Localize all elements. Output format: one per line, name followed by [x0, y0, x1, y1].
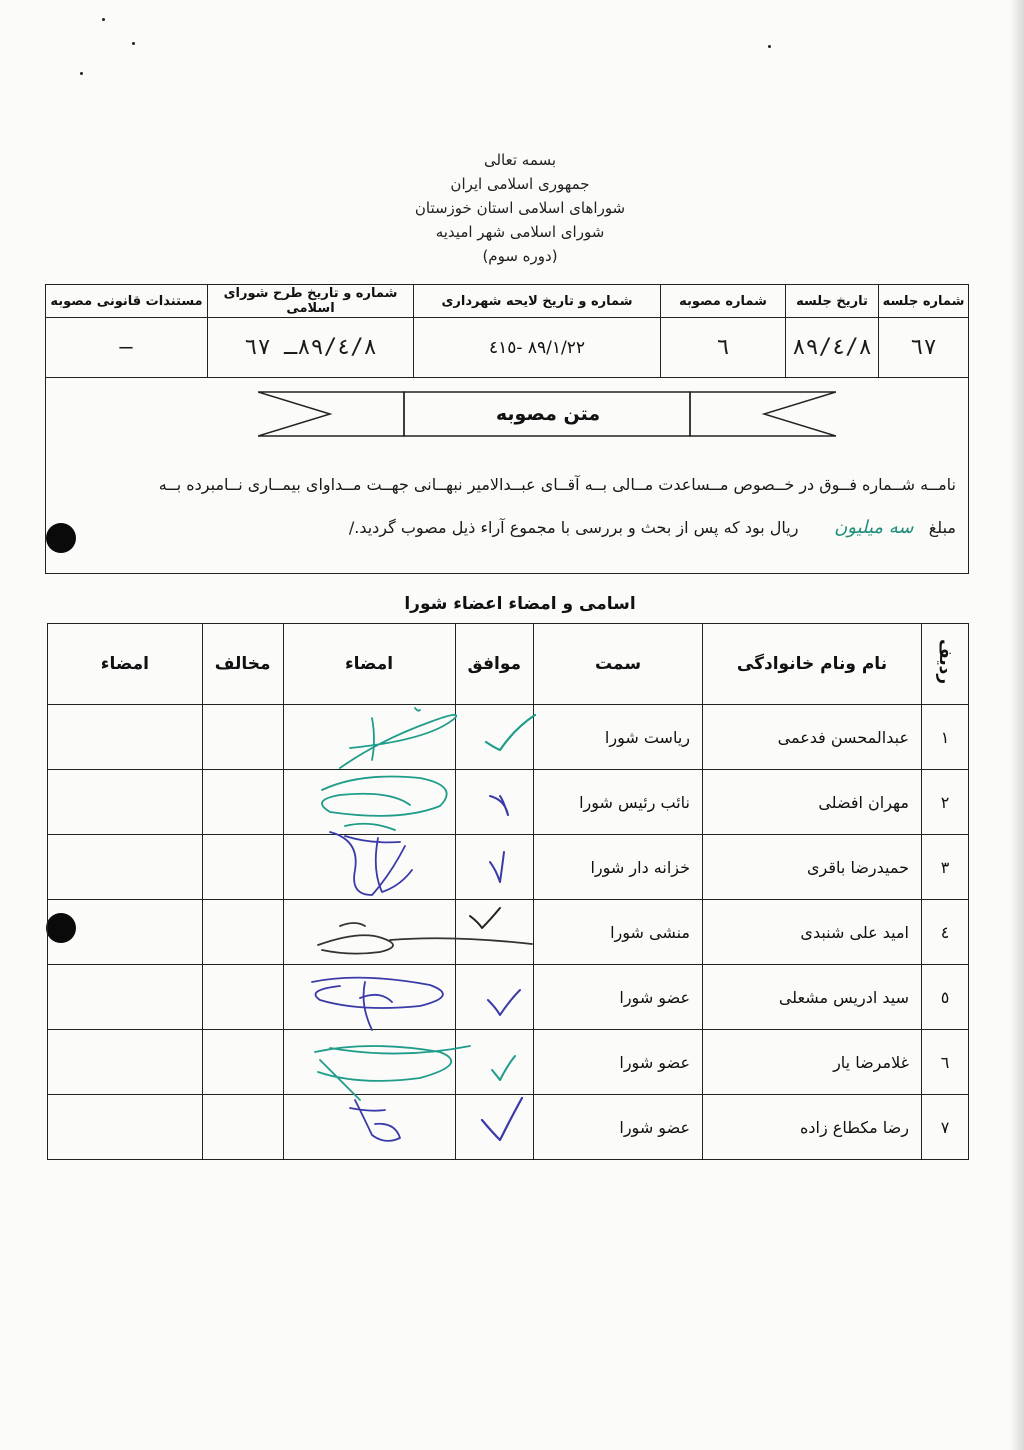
resolution-title: متن مصوبه: [495, 403, 601, 425]
agree-cell: [455, 900, 533, 965]
header-oppose: مخالف: [202, 624, 283, 705]
header-council-plan: شماره و تاریخ طرح شورای اسلامی: [208, 285, 414, 318]
oppose-cell: [202, 1030, 283, 1095]
table-row: [48, 900, 969, 965]
signature-cell: [283, 705, 455, 770]
resolution-title-banner: [258, 390, 836, 438]
table-row: [48, 705, 969, 770]
row-index: ٧: [922, 1095, 969, 1160]
oppose-cell: [202, 770, 283, 835]
member-name: غلامرضا یار: [703, 1030, 922, 1095]
member-name: امید علی شنبدی: [703, 900, 922, 965]
member-role: عضو شورا: [534, 1095, 703, 1160]
member-name: سید ادریس مشعلی: [703, 965, 922, 1030]
header-signature: امضاء: [283, 624, 455, 705]
member-name: حمیدرضا باقری: [703, 835, 922, 900]
member-role: ریاست شورا: [534, 705, 703, 770]
row-index: ١: [922, 705, 969, 770]
signature-cell-2: [48, 770, 203, 835]
header-agree: موافق: [455, 624, 533, 705]
agree-cell: [455, 1030, 533, 1095]
signature-cell: [283, 770, 455, 835]
value-session-no: ٦٧: [879, 318, 969, 378]
agree-cell: [455, 1095, 533, 1160]
header-line: (دوره سوم): [482, 247, 558, 265]
row-index: ٦: [922, 1030, 969, 1095]
header-signature-2: امضاء: [48, 624, 203, 705]
member-role: خزانه دار شورا: [534, 835, 703, 900]
row-index: ٥: [922, 965, 969, 1030]
header-line: شورای اسلامی شهر امیدیه: [435, 223, 605, 241]
agree-cell: [455, 770, 533, 835]
value-session-date: ٨٩/٤/٨: [786, 318, 879, 378]
signature-cell: [283, 1095, 455, 1160]
resolution-line-2: [349, 517, 956, 538]
agree-cell: [455, 705, 533, 770]
header-role: سمت: [534, 624, 703, 705]
signature-cell-2: [48, 965, 203, 1030]
header-radif: ردیف: [922, 624, 969, 705]
agree-cell: [455, 835, 533, 900]
header-municipal-bill: شماره و تاریخ لایحه شهرداری: [414, 285, 661, 318]
header-line: شوراهای اسلامی استان خوزستان: [414, 199, 626, 217]
header-line: جمهوری اسلامی ایران: [450, 175, 590, 193]
oppose-cell: [202, 965, 283, 1030]
amount-prefix: مبلغ: [928, 518, 956, 537]
scan-speck: [768, 45, 771, 48]
oppose-cell: [202, 835, 283, 900]
signature-cell-2: [48, 1030, 203, 1095]
resolution-text-box: [45, 377, 969, 574]
scan-speck: [80, 72, 83, 75]
row-index: ٣: [922, 835, 969, 900]
members-table: [47, 623, 969, 1160]
row-index: ٢: [922, 770, 969, 835]
page-edge-shadow: [1010, 0, 1024, 1450]
signature-cell-2: [48, 835, 203, 900]
header-session-date: تاریخ جلسه: [786, 285, 879, 318]
members-title: اسامی و امضاء اعضاء شورا: [404, 594, 636, 614]
value-council-plan: ٨٩/٤/٨ـ ٦٧: [208, 318, 414, 378]
table-row: [48, 1030, 969, 1095]
table-row: [48, 965, 969, 1030]
table-row: [48, 1095, 969, 1160]
member-role: منشی شورا: [534, 900, 703, 965]
member-name: عبدالمحسن فدعمی: [703, 705, 922, 770]
scan-speck: [102, 18, 105, 21]
member-role: عضو شورا: [534, 965, 703, 1030]
value-legal-docs: —: [46, 318, 208, 378]
oppose-cell: [202, 705, 283, 770]
value-municipal-bill: ٨٩/١/٢٢ -٤١٥: [414, 318, 661, 378]
signature-cell-2: [48, 900, 203, 965]
resolution-meta-table: [45, 284, 969, 378]
header-name: نام ونام خانوادگی: [703, 624, 922, 705]
agree-cell: [455, 965, 533, 1030]
member-role: نائب رئیس شورا: [534, 770, 703, 835]
header-session-no: شماره جلسه: [879, 285, 969, 318]
member-role: عضو شورا: [534, 1030, 703, 1095]
signature-cell: [283, 1030, 455, 1095]
member-name: مهران افضلی: [703, 770, 922, 835]
document-header: [330, 148, 710, 268]
header-line: بسمه تعالی: [483, 151, 557, 169]
value-resolution-no: ٦: [661, 318, 786, 378]
resolution-line-1: نامــه شــماره فــوق در خــصوص مــساعدت مــالی بــه آقــای عبــدالامیر نبهــانی جهــت مــداوای بیمــاری نــامبرده بــه: [158, 475, 956, 494]
oppose-cell: [202, 900, 283, 965]
scan-speck: [132, 42, 135, 45]
signature-cell: [283, 835, 455, 900]
signature-cell: [283, 900, 455, 965]
amount-suffix: ریال بود که پس از بحث و بررسی با مجموع آراء ذیل مصوب گردید./: [348, 518, 799, 537]
oppose-cell: [202, 1095, 283, 1160]
member-name: رضا مکطاع زاده: [703, 1095, 922, 1160]
header-legal-docs: مستندات قانونی مصوبه: [46, 285, 208, 318]
table-row: [48, 835, 969, 900]
header-resolution-no: شماره مصوبه: [661, 285, 786, 318]
signature-cell-2: [48, 1095, 203, 1160]
signature-cell: [283, 965, 455, 1030]
table-row: [48, 770, 969, 835]
row-index: ٤: [922, 900, 969, 965]
handwritten-amount: سه میلیون: [834, 517, 914, 538]
signature-cell-2: [48, 705, 203, 770]
